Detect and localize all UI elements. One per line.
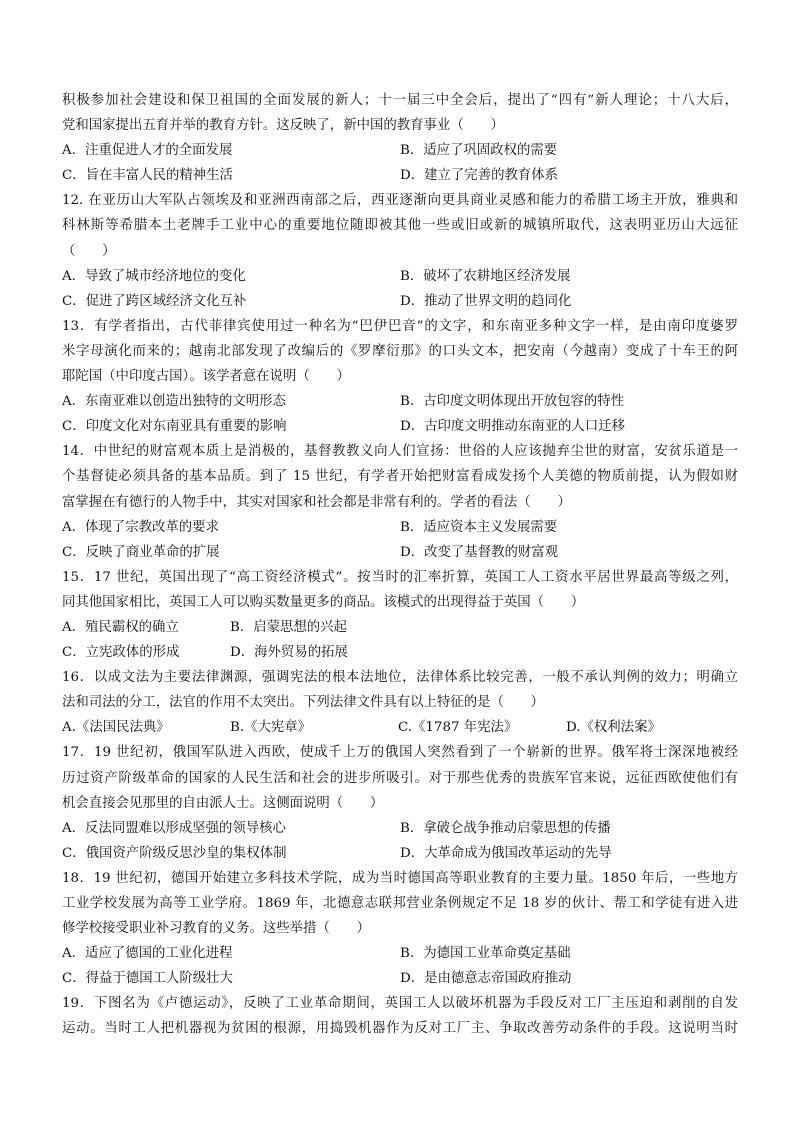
option-a: A．体现了宗教改革的要求 xyxy=(62,519,219,535)
option-c: C.《1787 年宪法》 xyxy=(398,720,518,736)
option-d: D．是由德意志帝国政府推动 xyxy=(400,971,572,987)
question-text-line: 修学校接受职业补习教育的义务。这些举措（ ） xyxy=(62,921,370,937)
options-row xyxy=(62,966,738,991)
option-d: D．推动了世界文明的趋同化 xyxy=(400,293,572,309)
question-text-line: 15．17 世纪，英国出现了“高工资经济模式”。按当时的汇率折算，英国工人工资水平居世界最高等级之列， xyxy=(62,569,738,585)
options-row xyxy=(62,289,738,314)
option-c: C．促进了跨区域经济文化互补 xyxy=(62,293,247,309)
option-a: A．东南亚难以创造出独特的文明形态 xyxy=(62,394,286,410)
options-row xyxy=(62,264,738,289)
option-d: D．建立了完善的教育体系 xyxy=(400,168,559,184)
question-text-line: 积极参加社会建设和保卫祖国的全面发展的新人；十一届三中全会后，提出了“四有”新人理论；十八大后， xyxy=(62,93,738,108)
option-c: C．印度文化对东南亚具有重要的影响 xyxy=(62,419,287,435)
question-text-line: 17．19 世纪初，俄国军队进入西欧，使成千上万的俄国人突然看到了一个崭新的世界。俄军将士深深地被经 xyxy=(62,745,738,761)
option-a: A．导致了城市经济地位的变化 xyxy=(62,268,246,284)
option-b: B．拿破仑战争推动启蒙思想的传播 xyxy=(400,820,611,836)
exam-page xyxy=(62,88,738,1042)
question-text-line: 14．中世纪的财富观本质上是消极的，基督教教义向人们宣扬：世俗的人应该抛弃尘世的财富，安贫乐道是一 xyxy=(62,444,738,460)
option-a: A.《法国民法典》 xyxy=(62,720,170,736)
question-11 xyxy=(62,88,738,188)
options-row xyxy=(62,163,738,188)
question-19 xyxy=(62,991,738,1041)
question-text-line: 历过资产阶级革命的国家的人民生活和社会的进步所吸引。对于那些优秀的贵族军官来说，远征西欧使他们有 xyxy=(62,770,738,786)
question-text-line: 机会直接会见那里的自由派人士。这侧面说明（ ） xyxy=(62,795,384,811)
option-d: D．大革命成为俄国改革运动的先导 xyxy=(400,845,612,861)
option-c: C．得益于德国工人阶级壮大 xyxy=(62,971,233,987)
question-13 xyxy=(62,314,738,439)
options-row xyxy=(62,715,738,740)
options-row xyxy=(62,841,738,866)
question-text-line: 16．以成文法为主要法律渊源，强调宪法的根本法地位，法律体系比较完善，一般不承认判例的效力；明确立 xyxy=(62,670,738,686)
question-text-line: 科林斯等希腊本土老牌手工业中心的重要地位随即被其他一些或旧或新的城镇所取代，这表明亚历山大远征 xyxy=(62,218,738,234)
options-row xyxy=(62,389,738,414)
question-text-line: 党和国家提出五育并举的教育方针。这反映了，新中国的教育事业（ ） xyxy=(62,118,504,134)
option-c: C．立宪政体的形成 xyxy=(62,645,180,661)
question-text-line: 12. 在亚历山大军队占领埃及和亚洲西南部之后，西亚逐渐向更具商业灵感和能力的希腊工场主开放，雅典和 xyxy=(62,193,738,209)
question-text-line: 法和司法的分工，法官的作用不太突出。下列法律文件具有以上特征的是（ ） xyxy=(62,695,545,711)
option-b: B．为德国工业革命奠定基础 xyxy=(400,946,571,962)
question-text-line: 工业学校发展为高等工业学府。1869 年，北德意志联邦营业条例规定不足 18 岁的伙计、帮工和学徒有进入进 xyxy=(62,896,738,911)
option-b: B.《大宪章》 xyxy=(230,720,312,736)
question-17 xyxy=(62,740,738,865)
question-text-line: 运动。当时工人把机器视为贫困的根源，用捣毁机器作为反对工厂主、争取改善劳动条件的手段。这说明当时 xyxy=(62,1021,738,1037)
question-text-line: （ ） xyxy=(62,243,116,259)
question-text-line: 富掌握在有德行的人物手中，其实对国家和社会都是非常有利的。学者的看法（ ） xyxy=(62,494,571,510)
option-b: B．古印度文明体现出开放包容的特性 xyxy=(400,394,625,410)
question-text-line: 18．19 世纪初，德国开始建立多科技术学院，成为当时德国高等职业教育的主要力量。1850 年后，一些地方 xyxy=(62,870,738,886)
option-a: A．适应了德国的工业化进程 xyxy=(62,946,233,962)
option-d: D．海外贸易的拓展 xyxy=(230,645,348,661)
option-d: D.《权利法案》 xyxy=(566,720,661,736)
question-text-line: 13．有学者指出，古代菲律宾使用过一种名为“巴伊巴音”的文字，和东南亚多种文字一样，是由南印度婆罗 xyxy=(62,318,738,334)
question-12 xyxy=(62,188,738,313)
option-a: A．反法同盟难以形成坚强的领导核心 xyxy=(62,820,286,836)
option-b: B．适应资本主义发展需要 xyxy=(400,519,558,535)
options-row xyxy=(62,414,738,439)
question-18 xyxy=(62,866,738,991)
question-text-line: 同其他国家相比，英国工人可以购买数量更多的商品。该模式的出现得益于英国（ ） xyxy=(62,594,585,610)
option-b: B．破坏了农耕地区经济发展 xyxy=(400,268,571,284)
options-row xyxy=(62,640,738,665)
options-row xyxy=(62,515,738,540)
question-14 xyxy=(62,439,738,564)
option-a: A．殖民霸权的确立 xyxy=(62,619,179,635)
option-b: B．适应了巩固政权的需要 xyxy=(400,143,558,159)
question-text-line: 19．下图名为《卢德运动》，反映了工业革命期间，英国工人以破坏机器为手段反对工厂主压迫和剥削的自发 xyxy=(62,996,738,1012)
option-d: D．改变了基督教的财富观 xyxy=(400,544,559,560)
option-c: C．俄国资产阶级反思沙皇的集权体制 xyxy=(62,845,287,861)
question-text-line: 个基督徒必须具备的基本品质。到了 15 世纪，有学者开始把财富看成发扬个人美德的物质前提，认为假如财 xyxy=(62,469,738,485)
option-d: D．古印度文明推动东南亚的人口迁移 xyxy=(400,419,625,435)
question-text-line: 耶陀国（中印度古国）。该学者意在说明（ ） xyxy=(62,369,350,385)
option-b: B．启蒙思想的兴起 xyxy=(230,619,347,635)
question-text-line: 米字母演化而来的；越南北部发现了改编后的《罗摩衍那》的口头文本，把安南（今越南）变成了十车王的阿 xyxy=(62,343,738,359)
option-c: C．反映了商业革命的扩展 xyxy=(62,544,220,560)
question-15 xyxy=(62,565,738,665)
options-row xyxy=(62,941,738,966)
question-16 xyxy=(62,665,738,740)
options-row xyxy=(62,540,738,565)
options-row xyxy=(62,816,738,841)
options-row xyxy=(62,138,738,163)
option-a: A．注重促进人才的全面发展 xyxy=(62,143,233,159)
option-c: C．旨在丰富人民的精神生活 xyxy=(62,168,233,184)
options-row xyxy=(62,615,738,640)
